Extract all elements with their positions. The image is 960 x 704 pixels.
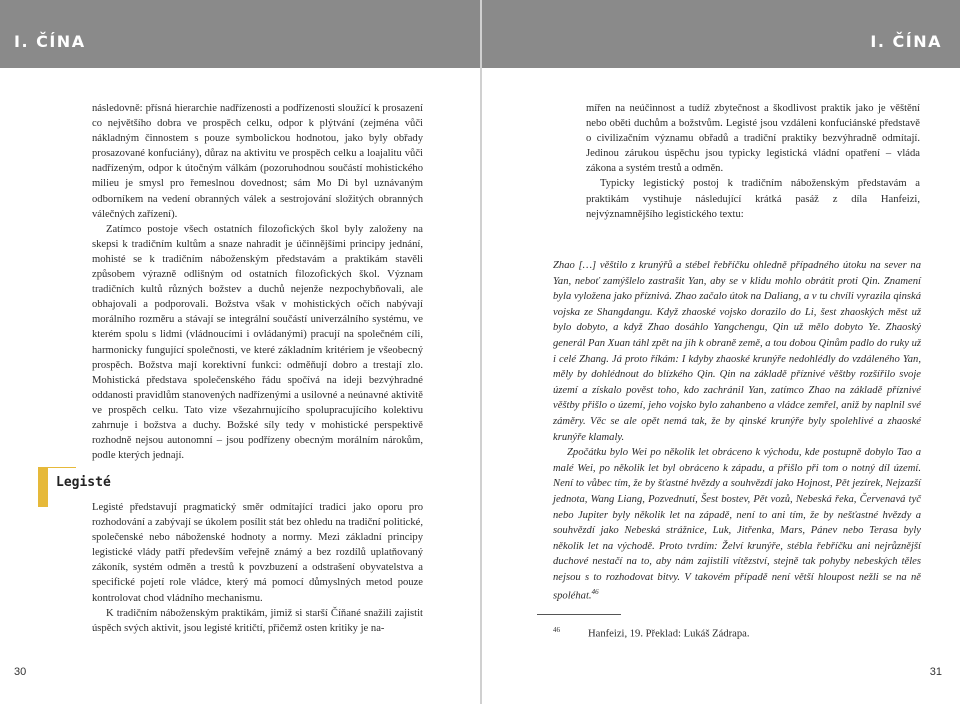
- left-page-text-block-1: [92, 101, 423, 463]
- section-marker-bar: [38, 467, 48, 507]
- quote-paragraph-2: [553, 445, 921, 604]
- footnote-reference[interactable]: 46: [591, 588, 599, 597]
- page-number-right: 31: [929, 666, 942, 678]
- paragraph: mířen na neúčinnost a tudíž zbytečnost a škodlivost praktik jako je věštění nebo oběti duchům a božstvům. Legisté jsou vzdáleni konfuciánské představě o civilizačním významu obřadů a tradiční praktiky bezvýhradně odmítají. Jedinou zárukou úspěchu jsou typicky legistická vládní opatření – vláda zákona a systém trestů a odměn.: [586, 103, 920, 175]
- left-page-text-block-2: [92, 500, 423, 636]
- quote-paragraph-text: Zpočátku bylo Wei po několik let obráceno k východu, kde postupně dobylo Tao a malé Wei, po několik let byl obráceno k západu, a přišlo při tom o notný díl území. Není to vůbec tím, že by šťastné hvězdy a souhvězdí jako Hojnost, Pět jezírek, Nejzazší jednota, Wang Liang, Pozvednutí, Šest bostev, Pět vozů, Nebeská řeka, Červenavá tyč nebo Jupiter byly několik let na západě, není to ani tím, že by nešťastné hvězdy a souhvězdí jako Nebeská strážnice, Luk, Jitřenka, Mars, Pánev nebo Terasa byly několik let na východě. Proto tvrdím: Želví krunýře, stébla řebříčku ani nejrůznější duchové nestačí na to, aby nám zajistili vítězství, stejně tak pohyby nebeských těles nejsou s to rozhodovat bitvy. V takovém případě není větší hloupost nežli se na ně spoléhat.: [553, 447, 921, 602]
- chapter-title-left: I. ČÍNA: [14, 32, 86, 51]
- footnote: [553, 622, 913, 643]
- paragraph: Zatímco postoje všech ostatních filozofických škol byly založeny na skepsi k tradičním kultům a snaze nahradit je účinnějšími principy jednání, mohisté se k tradičním náboženským představám a praktikám stavěli způsobem výrazně odlišným od ostatních filozofických škol. Význam tradičních kultů různých božstev a duchů nejenže nezpochybňovali, ale obhajovali a podporovali. Božstva však v mohistických očích nabývají morálního rozměru a stávají se integrální součástí univerzálního systému, ve kterém spolu s lidmi (vládnoucími i ovládanými) pracují na společném cíli, harmonicky fungující společnosti, ve které základním kritériem je všeobecný prospěch. Božstva mají korektivní funkci: odměňují dobro a trestají zlo. Mohistická představa společenského řádu spočívá na ideji bezvýhradné oddanosti pravidlům stanovených nadřízenými a usilovné a neúnavné aktivitě ve prospěch celku. Tato vize všezahrnujícího spolupracujícího kolektivu zahrnuje i božstva a duchy. Božské síly tedy v mohistické perspektivě rozhodně nejsou autonomní – jsou podřízeny obecným morálním nárokům, podle kterých jednají.: [92, 223, 423, 462]
- book-spine: [480, 0, 482, 704]
- right-page-header: [482, 0, 960, 68]
- paragraph: K tradičním náboženským praktikám, jimiž si starší Číňané snažili zajistit úspěch svých aktivit, jsou legisté kritičtí, přičemž osten kritiky je na-: [92, 607, 423, 634]
- quotation-block: [553, 258, 921, 605]
- paragraph: následovně: přísná hierarchie nadřízenosti a podřízenosti sloužící k prosazení co největšího dobra ve prospěch celku, odpor k plýtvání (zejména vůči nákladným činnostem s pouze symbolickou hodnotou, jako byly obřady prosazované konfuciány), důraz na aktivitu ve prospěch celku a loajalitu vůči nadřízeným, odpor k útočným válkám (pozoruhodnou součástí mohistického milieu je smysl pro řemeslnou dovednost; sám Mo Di byl uznávaným odborníkem na vedení obranných válek a sestrojování složitých obranných válečných zařízení).: [92, 103, 423, 220]
- footnote-number: 46: [553, 626, 560, 634]
- quote-paragraph: Zhao […] věštilo z krunýřů a stébel řebříčku ohledně případného útoku na sever na Yan, neboť zamýšlelo zastrašit Yan, aby se v klidu mohlo obrátit proti Qin. Znamení byla vyložena jako příznivá. Zhao začalo útok na Daliang, a v tu chvíli vyrazila qinská vojska ze Shangdangu. Když zhaoské vojsko dorazilo do Li, šest zhaoských měst už bylo dobyto, a když Zhao dosáhlo Yangchengu, Qin už mělo dobyto Ye. Zhaoský generál Pan Xuan táhl zpět na jih k obraně země, a tou dobou Qinům padlo do ruky už i celé Zhang. Já proto říkám: I kdyby zhaoské krunýře nedohlédly do vzdáleného Yan, měly by dohlédnout do blízkého Qin. Qin na základě příznivé věštby rozšířilo svoje území a získalo pověst toho, kdo zachránil Yan, zatímco Zhao na základě příznivé věštby přišlo o území, jeho vojsko bylo zahanbeno a vládce zemřel, aniž by naplnil své záměry. Věc se ale opět nemá tak, že by qinské krunýře byly spolehlivé a zhaoské krunýře klamaly.: [553, 260, 921, 443]
- footnote-text: Hanfeizi, 19. Překlad: Lukáš Zádrapa.: [588, 628, 750, 640]
- section-label-legiste: Legisté: [56, 475, 111, 490]
- chapter-title-right: I. ČÍNA: [870, 32, 942, 51]
- paragraph: Legisté představují pragmatický směr odmítající tradici jako oporu pro rozhodování a zabývají se úkolem posílit stát bez ohledu na tradiční politické, společenské nebo náboženské hodnoty a normy. Mezi základní principy legistické vlády patří především veřejně známý a bez rozdílů uplatňovaný zákoník, systém odměn a trestů k povzbuzení a odstrašení obyvatelstva a specifické pojetí role vládce, který má pomocí důmyslných metod pouze kontrolovat chod vládního mechanismu.: [92, 502, 423, 604]
- right-page-text-block: [586, 101, 920, 222]
- footnote-rule: [537, 614, 621, 615]
- paragraph: Typicky legistický postoj k tradičním náboženským představám a praktikám vystihuje následující krátká pasáž z díla Hanfeizi, nejvýznamnějšího legistického textu:: [586, 178, 920, 220]
- page-number-left: 30: [14, 666, 27, 678]
- left-page-header: [0, 0, 480, 68]
